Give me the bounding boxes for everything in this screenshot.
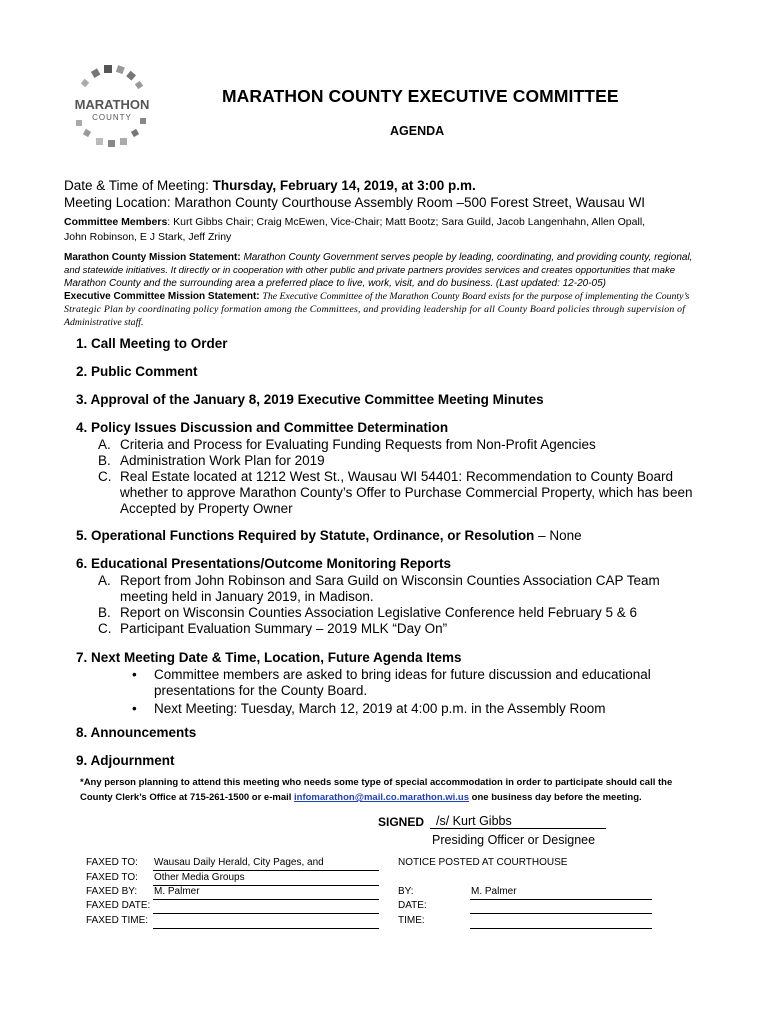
signature-role: Presiding Officer or Designee bbox=[432, 833, 596, 847]
meeting-location bbox=[64, 195, 645, 210]
fax-time-label: FAXED TIME: bbox=[86, 915, 149, 926]
fax-date-label: FAXED DATE: bbox=[86, 900, 151, 911]
logo-text-marathon: MARATHON bbox=[74, 97, 150, 112]
members-line2: John Robinson, E J Stark, Jeff Zriny bbox=[64, 231, 232, 243]
fax-time-line bbox=[153, 915, 379, 929]
notice-text-b: one business day before the meeting. bbox=[469, 792, 642, 803]
logo-text-county: COUNTY bbox=[92, 113, 132, 122]
item-6b-text: Report on Wisconsin Counties Association Legislative Conference held February 5 & 6 bbox=[120, 605, 638, 620]
committee-members bbox=[64, 215, 724, 245]
item-4b-text: Administration Work Plan for 2019 bbox=[120, 453, 325, 468]
item-6c-text: Participant Evaluation Summary – 2019 MLK “Day On” bbox=[120, 621, 448, 636]
item-6b-num: B. bbox=[98, 605, 111, 620]
page-title: MARATHON COUNTY EXECUTIVE COMMITTEE bbox=[222, 86, 619, 106]
item-7-bullet-1-line1: Committee members are asked to bring ideas for future discussion and educational bbox=[154, 667, 651, 682]
fax-to2-value: Other Media Groups bbox=[154, 872, 245, 883]
mission-statements bbox=[64, 251, 714, 329]
bullet-icon: • bbox=[132, 701, 137, 716]
mission-line2: and statewide initiatives. It directly or in cooperation with other public and private partners provides services and creates opportunities that make bbox=[64, 265, 676, 276]
agenda-item-1: 1. Call Meeting to Order bbox=[76, 336, 228, 351]
item-4c-num: C. bbox=[98, 469, 112, 484]
fax-date-line bbox=[153, 900, 379, 914]
page-subtitle: AGENDA bbox=[390, 124, 445, 138]
agenda-item-7: 7. Next Meeting Date & Time, Location, Future Agenda Items bbox=[76, 650, 462, 665]
agenda-item-3: 3. Approval of the January 8, 2019 Executive Committee Meeting Minutes bbox=[76, 392, 544, 407]
accommodation-notice-line1: *Any person planning to attend this meeting who needs some type of special accommodation in order to participate should call the bbox=[80, 777, 673, 788]
fax-by-label: FAXED BY: bbox=[86, 886, 138, 897]
clerk-email-link[interactable]: infomarathon@mail.co.marathon.wi.us bbox=[294, 792, 470, 803]
agenda-item-6c bbox=[98, 621, 448, 636]
mission-line3: Marathon County and the surrounding area a preferred place to live, work, visit, and do business. (Last updated: 12-20-05) bbox=[64, 278, 606, 289]
item-7-bullet-1-line2: presentations for the County Board. bbox=[154, 683, 368, 698]
agenda-item-4b bbox=[98, 453, 325, 468]
exec-mission-label: Executive Committee Mission Statement: bbox=[64, 291, 260, 302]
members-label: Committee Members bbox=[64, 216, 168, 228]
posted-title: NOTICE POSTED AT COURTHOUSE bbox=[398, 857, 568, 868]
mission-label: Marathon County Mission Statement: bbox=[64, 252, 241, 263]
fax-to2-label: FAXED TO: bbox=[86, 872, 138, 883]
item-4c-line1: Real Estate located at 1212 West St., Wausau WI 54401: Recommendation to County Board bbox=[120, 469, 674, 484]
agenda-item-5 bbox=[76, 528, 582, 543]
fax-to1-label: FAXED TO: bbox=[86, 857, 138, 868]
notice-text-a: County Clerk’s Office at 715-261-1500 or e-mail bbox=[80, 792, 295, 803]
item-4a-text: Criteria and Process for Evaluating Funding Requests from Non-Profit Agencies bbox=[120, 437, 596, 452]
exec-mission-line2: Strategic Plan by coordinating policy formation among the Committees, and providing leadership for all County Board policies through supervision of bbox=[64, 304, 686, 315]
posted-time-line bbox=[470, 915, 652, 929]
mission-line1: Marathon County Government serves people by leading, coordinating, and providing county, regional, bbox=[243, 252, 693, 263]
members-line1: : Kurt Gibbs Chair; Craig McEwen, Vice-Chair; Matt Bootz; Sara Guild, Jacob Langenhahn, Allen Opall, bbox=[167, 216, 646, 228]
posted-time-label: TIME: bbox=[398, 915, 425, 926]
item-5-tail: – None bbox=[534, 528, 582, 543]
bullet-icon: • bbox=[132, 667, 137, 682]
exec-mission-line1: The Executive Committee of the Marathon County Board exists for the purpose of implementing the County’s bbox=[262, 291, 690, 302]
signature-value: /s/ Kurt Gibbs bbox=[436, 814, 512, 828]
signed-label: SIGNED bbox=[378, 815, 425, 829]
item-6a-line1: Report from John Robinson and Sara Guild on Wisconsin Counties Association CAP Team bbox=[120, 573, 660, 588]
agenda-item-6b bbox=[98, 605, 638, 620]
accommodation-notice-line2 bbox=[80, 792, 642, 803]
fax-by-value: M. Palmer bbox=[154, 886, 200, 897]
item-7-bullet-1 bbox=[132, 667, 651, 682]
item-6c-num: C. bbox=[98, 621, 112, 636]
item-7-bullet-2 bbox=[132, 701, 606, 716]
item-7-bullet-2-text: Next Meeting: Tuesday, March 12, 2019 at 4:00 p.m. in the Assembly Room bbox=[154, 701, 606, 716]
agenda-item-2: 2. Public Comment bbox=[76, 364, 198, 379]
agenda-item-8: 8. Announcements bbox=[76, 725, 197, 740]
item-4b-num: B. bbox=[98, 453, 111, 468]
datetime-value: Thursday, February 14, 2019, at 3:00 p.m. bbox=[212, 178, 476, 193]
datetime-label: Date & Time of Meeting: bbox=[64, 178, 209, 193]
item-6a-num: A. bbox=[98, 573, 111, 588]
agenda-item-4c bbox=[98, 469, 674, 484]
agenda-item-4: 4. Policy Issues Discussion and Committee Determination bbox=[76, 420, 449, 435]
posted-by-value: M. Palmer bbox=[471, 886, 517, 897]
item-6a-line2: meeting held in January 2019, in Madison. bbox=[120, 589, 374, 604]
fax-to1-value: Wausau Daily Herald, City Pages, and bbox=[154, 857, 324, 868]
item-4a-num: A. bbox=[98, 437, 111, 452]
meeting-datetime bbox=[64, 178, 476, 193]
marathon-county-logo bbox=[62, 62, 162, 152]
location-label: Meeting Location: bbox=[64, 195, 171, 210]
agenda-item-6: 6. Educational Presentations/Outcome Monitoring Reports bbox=[76, 556, 452, 571]
agenda-item-6a bbox=[98, 573, 660, 588]
agenda-item-4a bbox=[98, 437, 596, 452]
posted-date-label: DATE: bbox=[398, 900, 427, 911]
agenda-item-9: 9. Adjournment bbox=[76, 753, 175, 768]
item-4c-line2: whether to approve Marathon County’s Offer to Purchase Commercial Property, which has been bbox=[120, 485, 693, 500]
location-value: Marathon County Courthouse Assembly Room –500 Forest Street, Wausau WI bbox=[174, 195, 646, 210]
exec-mission-line3: Administrative staff. bbox=[64, 317, 144, 328]
logo-ring-icon bbox=[62, 62, 162, 152]
item-5-text: 5. Operational Functions Required by Statute, Ordinance, or Resolution bbox=[76, 528, 535, 543]
item-4c-line3: Accepted by Property Owner bbox=[120, 501, 293, 516]
posted-date-line bbox=[470, 900, 652, 914]
posted-by-label: BY: bbox=[398, 886, 414, 897]
